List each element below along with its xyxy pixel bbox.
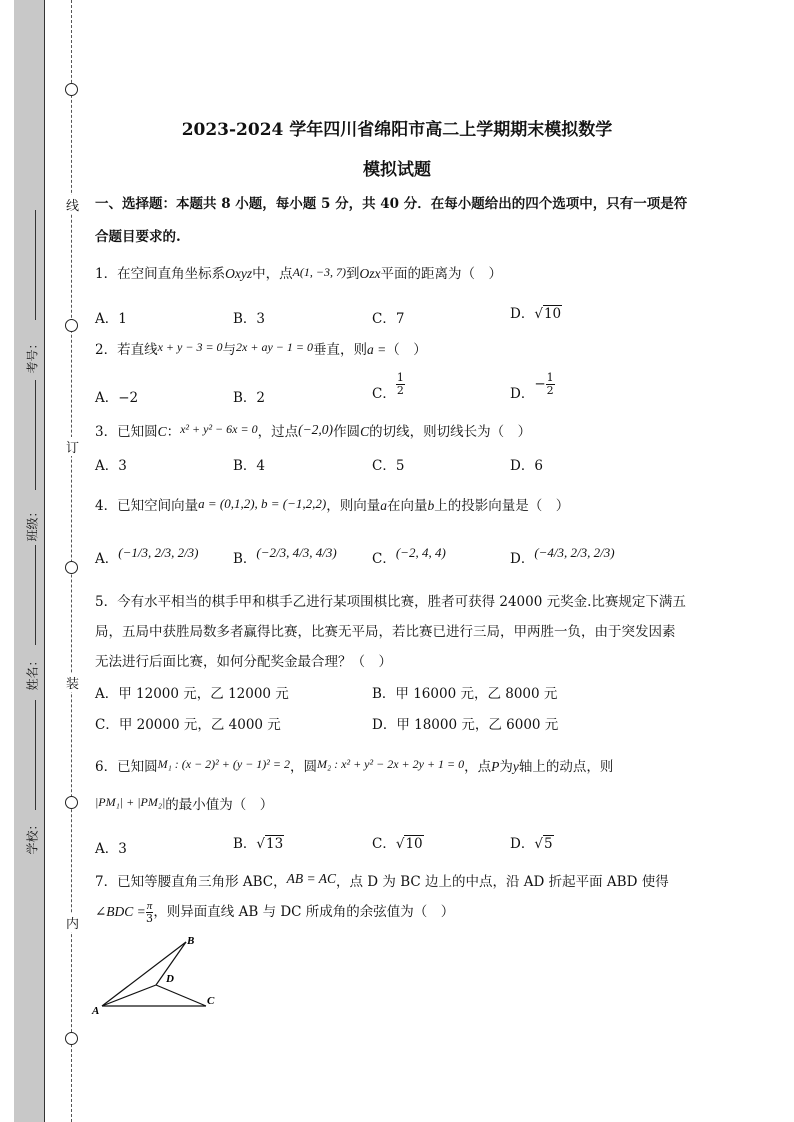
q1-option-c: C．7 [372,311,405,327]
q5-option-a: A．甲 12000 元，乙 12000 元 [95,686,289,702]
seal-char-zhuang: 装 [66,673,79,692]
punch-hole [65,561,78,574]
vertex-a-label: A [92,1005,100,1017]
punch-hole [65,83,78,96]
q2-option-c: C． $\frac{1}{2}$ [372,371,404,402]
question-5-line1: 5．今有水平相当的棋手甲和棋手乙进行某项围棋比赛，胜者可获得 24000 元奖金.比赛规定下满五 [95,594,686,610]
q3-option-a: A．3 [95,458,127,474]
q3-option-b: B．4 [233,458,266,474]
question-3: 3．已知圆C：x² + y² − 6x = 0，过点(−2,0)作圆C的切线，则切线长为（ ） [95,422,532,440]
school-line [35,700,36,810]
vertex-c-label: C [207,995,215,1007]
question-6-line1: 6．已知圆M₁ : (x − 2)² + (y − 1)² = 2，圆M₂ : x² + y² − 2x + 2y + 1 = 0，点P为y轴上的动点，则 [95,757,614,775]
seal-char-ding: 订 [66,437,79,456]
name-line [35,545,36,645]
vertex-d-label: D [166,973,174,985]
exam-no-label: 考号： [25,337,40,374]
name-label: 姓名： [25,654,40,691]
q2-option-a: A．−2 [95,390,139,406]
question-5-line3: 无法进行后面比赛，如何分配奖金最合理？（ ） [95,654,392,670]
q5-option-d: D．甲 18000 元，乙 6000 元 [372,717,559,733]
q3-option-d: D．6 [510,458,543,474]
class-line [35,380,36,490]
page-title: 2023-2024 学年四川省绵阳市高二上学期期末模拟数学 [181,120,613,140]
section-heading-cont: 合题目要求的. [95,229,181,245]
edge-dc [156,985,206,1006]
triangle-figure [90,930,230,1020]
seal-char-xian: 线 [66,195,79,214]
q4-option-d: D．(−4/3, 2/3, 2/3) [510,545,615,567]
page-subtitle: 模拟试题 [363,160,431,180]
question-4: 4．已知空间向量a = (0,1,2), b = (−1,2,2)，则向量a在向量b上的投影向量是（ ） [95,496,570,514]
exam-no-line [35,210,36,320]
question-6-line2: |PM₁| + |PM₂|的最小值为（ ） [95,795,274,813]
q6-option-c: C．√10 [372,836,423,852]
q4-option-c: C．(−2, 4, 4) [372,545,446,567]
question-7-line2: ∠BDC = $\frac{\pi}{3}$ ，则异面直线 AB 与 DC 所成角的余弦值为（ ） [95,900,455,925]
q1-option-b: B．3 [233,311,266,327]
q1-option-d: D．√10 [510,306,562,322]
question-2: 2．若直线x + y − 3 = 0与2x + ay − 1 = 0垂直，则a =（ ） [95,340,427,358]
q2-option-b: B．2 [233,390,266,406]
q2-option-d: D．− $\frac{1}{2}$ [510,371,554,402]
school-label: 学校： [25,818,40,855]
punch-hole [65,319,78,332]
q5-option-b: B．甲 16000 元，乙 8000 元 [372,686,558,702]
section-heading: 一、选择题：本题共 8 小题，每小题 5 分，共 40 分．在每小题给出的四个选项中，只有一项是符 [95,196,688,212]
q4-option-b: B．(−2/3, 4/3, 4/3) [233,545,337,567]
question-5-line2: 局，五局中获胜局数多者赢得比赛，比赛无平局，若比赛已进行三局，甲两胜一负，由于突发因素 [95,624,676,640]
punch-hole [65,1032,78,1045]
edge-ad [102,985,156,1006]
seal-char-nei: 内 [66,913,79,932]
question-7-line1: 7．已知等腰直角三角形 ABC，AB = AC，点 D 为 BC 边上的中点，沿 AD 折起平面 ABD 使得 [95,871,669,890]
class-label: 班级： [25,505,40,542]
q6-option-b: B．√13 [233,836,284,852]
vertex-b-label: B [187,935,195,947]
q1-option-a: A．1 [95,311,127,327]
q4-option-a: A．(−1/3, 2/3, 2/3) [95,545,199,567]
q3-option-c: C．5 [372,458,405,474]
punch-hole [65,796,78,809]
q6-option-d: D．√5 [510,836,553,852]
q6-option-a: A．3 [95,841,127,857]
question-1: 1．在空间直角坐标系Oxyz中，点A(1, −3, 7)到Ozx平面的距离为（ ） [95,265,503,282]
q5-option-c: C．甲 20000 元，乙 4000 元 [95,717,281,733]
